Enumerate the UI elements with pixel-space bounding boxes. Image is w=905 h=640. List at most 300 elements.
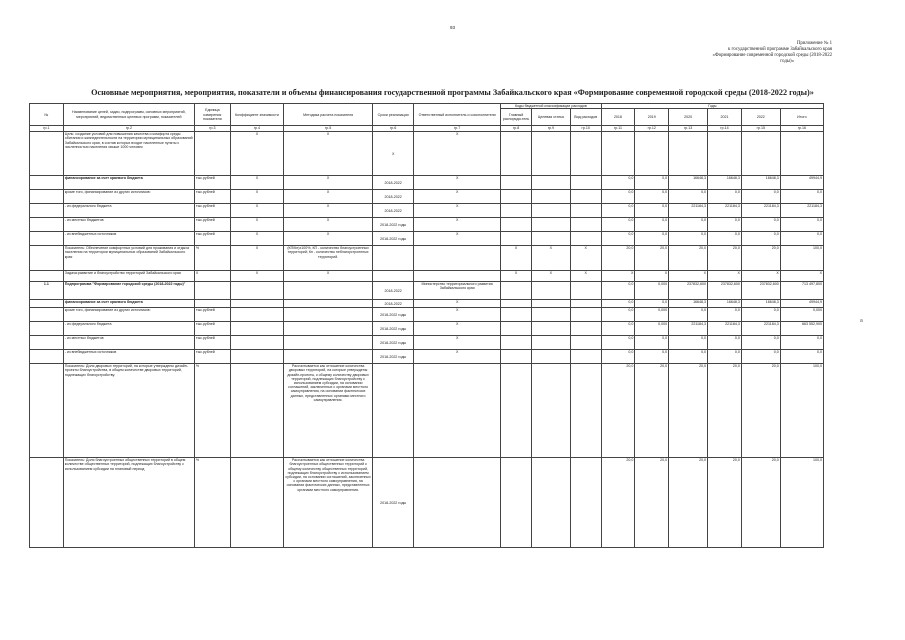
cell-exp [570,458,601,548]
cell-y2020: 0,0 [669,218,708,232]
cell-target [531,364,570,458]
cell-coef: X [230,190,283,204]
cell-method: X [284,218,373,232]
appendix-line-1: Приложение № 1 [796,41,832,46]
cell-coef [230,300,283,308]
program-table [29,103,824,548]
cell-name: - из внебюджетных источников [63,350,194,364]
cell-unit: тыс.рублей [194,176,230,190]
cell-y2018: 0,0 [601,218,635,232]
cell-exp: X [570,246,601,271]
cell-name: - из местных бюджетов [63,336,194,350]
cell-name: кроме того, финансирование из других источников: [63,190,194,204]
cell-method: Рассчитывается как отношение количества дворовых территорий, на которые утверждены дизайн-проекты, к общему количеству дворовых территорий, подлежащих благоустройству с использованием субсидии, на основании соглашений, заключенных с органами местного самоуправления, на основании фактических данных, представленных органами местного самоуправления. [284,364,373,458]
cell-resp [414,246,501,271]
cell-num [30,176,64,190]
cell-total: 713 497,800 [780,282,823,300]
col-2021-header: 2021 [708,109,742,126]
cell-coef: X [230,204,283,218]
cell-unit [194,132,230,176]
cell-coef [230,308,283,322]
cell-terms: 2018-2022 годы [373,308,414,322]
cell-name: - из федерального бюджета [63,322,194,336]
cell-resp: X [414,322,501,336]
cell-unit: % [194,364,230,458]
cell-total: 221184,3 [780,204,823,218]
cell-y2022: X [741,271,780,282]
cell-num [30,364,64,458]
cell-coef [230,458,283,548]
table-row [30,282,824,300]
cell-y2021: 20,0 [708,246,742,271]
cell-target: X [531,271,570,282]
cell-name: кроме того, финансирование из других источников: [63,308,194,322]
column-number-cell: гр.15 [741,126,780,132]
cell-num [30,132,64,176]
cell-exp [570,232,601,246]
cell-target [531,282,570,300]
cell-target [531,300,570,308]
table-row [30,271,824,282]
table-row [30,336,824,350]
cell-y2022: 20,0 [741,364,780,458]
cell-coef [230,336,283,350]
cell-method [284,308,373,322]
cell-unit: тыс.рублей [194,190,230,204]
cell-y2020: 16648,3 [669,300,708,308]
cell-resp: X [414,300,501,308]
cell-y2018: 0,0 [601,176,635,190]
cell-y2020: 237832,600 [669,282,708,300]
cell-y2021: 0,0 [708,350,742,364]
cell-y2018: X [601,271,635,282]
cell-y2021: X [708,271,742,282]
table-row [30,232,824,246]
cell-terms: 2018-2022 годы [373,232,414,246]
cell-exp [570,336,601,350]
cell-num [30,300,64,308]
cell-total: 663 552,900 [780,322,823,336]
cell-resp: X [414,176,501,190]
cell-y2022: 16648,3 [741,176,780,190]
cell-exp [570,308,601,322]
cell-y2019: 0,0 [635,300,669,308]
cell-resp: X [414,218,501,232]
cell-terms: 2018-2022 годы [373,218,414,232]
cell-y2020: 16648,3 [669,176,708,190]
cell-y2021: 221184,3 [708,322,742,336]
cell-name: - из внебюджетных источников [63,232,194,246]
cell-coef: X [230,271,283,282]
cell-y2019: 20,0 [635,246,669,271]
margin-mark: a [860,318,863,324]
cell-unit [194,300,230,308]
cell-y2019: 0,0 [635,232,669,246]
cell-method: X [284,204,373,218]
col-2020-header: 2020 [669,109,708,126]
page-number: 93 [449,25,455,30]
cell-target [531,232,570,246]
cell-exp [570,282,601,300]
cell-y2020: 0,0 [669,350,708,364]
cell-y2020: 221184,3 [669,322,708,336]
cell-total: 100,0 [780,246,823,271]
column-number-cell: гр.5 [284,126,373,132]
column-number-cell: гр.13 [669,126,708,132]
cell-y2021: 20,0 [708,364,742,458]
cell-resp: X [414,308,501,322]
cell-name: финансирование за счет краевого бюджета [63,300,194,308]
table-body [30,132,824,548]
column-number-cell: гр.7 [414,126,501,132]
cell-main [501,232,532,246]
column-number-cell: гр.1 [30,126,64,132]
cell-terms: 2018-2022 годы [373,336,414,350]
cell-y2022: 0,0 [741,190,780,204]
cell-num: 1.1 [30,282,64,300]
col-terms-header: Сроки реализации [373,104,414,126]
table-row [30,458,824,548]
cell-y2021: 0,0 [708,190,742,204]
cell-coef: X [230,132,283,176]
table-row [30,204,824,218]
col-exp-header: Вид расходов [570,109,601,126]
cell-y2020: 221184,3 [669,204,708,218]
cell-main [501,176,532,190]
cell-y2020: 0,0 [669,336,708,350]
cell-target [531,336,570,350]
cell-total: 0,000 [780,308,823,322]
cell-terms: 2018-2022 [373,176,414,190]
cell-name: Подпрограмма "Формирование городской среды (2018-2022 годы)" [63,282,194,300]
cell-method: X [284,176,373,190]
cell-y2021: 16648,3 [708,176,742,190]
cell-unit: тыс.рублей [194,308,230,322]
cell-exp [570,132,601,176]
cell-num [30,322,64,336]
cell-terms: 2018-2022 [373,300,414,308]
cell-exp: X [570,271,601,282]
cell-main [501,132,532,176]
column-number-cell: гр.16 [780,126,823,132]
cell-name: Показатель: Доля дворовых территорий, на которые утверждены дизайн-проекты благоустройства, в общем количестве дворовых территорий, подлежащих благоустройству. [63,364,194,458]
table-row [30,322,824,336]
cell-terms: 2018-2022 годы [373,322,414,336]
column-number-cell: гр.2 [63,126,194,132]
cell-y2021 [708,132,742,176]
cell-y2021: 0,0 [708,218,742,232]
cell-exp [570,190,601,204]
table-row [30,132,824,176]
cell-method: Рассчитывается как отношение количества благоустроенных общественных территорий к общему количеству общественных территорий, подлежащих благоустройству с использованием субсидии, на основании соглашений, заключенных с органами местного самоуправления, на основании фактических данных, представленных органами местного самоуправления. [284,458,373,548]
appendix-line-4: годы)» [780,59,794,64]
cell-method [284,336,373,350]
cell-exp [570,322,601,336]
cell-y2019: 0,0 [635,176,669,190]
cell-resp [414,458,501,548]
table-row [30,300,824,308]
cell-y2019: 0,000 [635,322,669,336]
cell-target [531,132,570,176]
cell-name: Показатель: Обеспечение комфортных условий для проживания и отдыха населения на территории муниципальных образований Забайкальского края [63,246,194,271]
cell-y2021: 0,0 [708,336,742,350]
column-number-cell: гр.9 [531,126,570,132]
appendix-line-2: к государственной программе Забайкальского края [728,47,832,52]
cell-total: 0,0 [780,190,823,204]
cell-exp [570,204,601,218]
col-2018-header: 2018 [601,109,635,126]
cell-resp [414,364,501,458]
table-row [30,350,824,364]
cell-unit: тыс.рублей [194,218,230,232]
cell-total: 100,0 [780,458,823,548]
cell-target [531,322,570,336]
cell-num [30,336,64,350]
cell-exp [570,350,601,364]
cell-main [501,300,532,308]
cell-main: X [501,271,532,282]
column-number-cell: гр.6 [373,126,414,132]
col-2022-header: 2022 [741,109,780,126]
col-target-header: Целевая статья [531,109,570,126]
cell-resp: X [414,232,501,246]
cell-name: - из местных бюджетов [63,218,194,232]
cell-y2018: 0,0 [601,204,635,218]
cell-y2022: 0,0 [741,218,780,232]
col-main-header: Главный распоряди-тель [501,109,532,126]
cell-y2018: 20,0 [601,364,635,458]
cell-terms: 2018-2022 [373,204,414,218]
cell-coef [230,322,283,336]
cell-total: 100,0 [780,364,823,458]
table-row [30,176,824,190]
cell-y2019: 20,0 [635,364,669,458]
cell-y2022: 0,0 [741,308,780,322]
cell-method: X [284,271,373,282]
cell-target [531,218,570,232]
cell-num [30,350,64,364]
cell-resp: X [414,190,501,204]
cell-resp: Министерство территориального развития Забайкальского края [414,282,501,300]
cell-num [30,458,64,548]
column-number-cell: гр.8 [501,126,532,132]
cell-y2018: 0,0 [601,336,635,350]
cell-exp [570,218,601,232]
col-unit-header: Единица измерения показателя [194,104,230,126]
cell-coef: X [230,218,283,232]
cell-total: 0,0 [780,218,823,232]
document-title: Основные мероприятия, мероприятия, показатели и объемы финансирования государственной программы Забайкальского края «Формирование современной городской среды (2018-2022 годы)» [91,88,814,97]
cell-main [501,308,532,322]
cell-num [30,218,64,232]
cell-y2022: 20,0 [741,458,780,548]
table-row [30,246,824,271]
cell-num [30,190,64,204]
cell-terms: 2018-2022 годы [373,350,414,364]
cell-exp [570,176,601,190]
cell-y2022: 0,0 [741,232,780,246]
cell-y2019: 20,0 [635,458,669,548]
cell-y2018 [601,132,635,176]
cell-total: 49944,9 [780,300,823,308]
col-2019-header: 2019 [635,109,669,126]
cell-coef [230,350,283,364]
cell-resp [414,271,501,282]
cell-main [501,190,532,204]
cell-main [501,364,532,458]
cell-y2019: 0,0 [635,204,669,218]
cell-coef [230,282,283,300]
cell-main [501,204,532,218]
cell-num [30,308,64,322]
cell-total: 49944,9 [780,176,823,190]
cell-terms: X [373,132,414,176]
cell-resp: X [414,350,501,364]
cell-exp [570,300,601,308]
cell-num [30,271,64,282]
cell-method [284,322,373,336]
cell-y2019: 0,0 [635,350,669,364]
cell-y2020: 0,0 [669,308,708,322]
cell-exp [570,364,601,458]
cell-y2018: 20,0 [601,458,635,548]
cell-num [30,232,64,246]
cell-y2021: 221184,3 [708,204,742,218]
cell-target [531,458,570,548]
cell-y2021: 16648,3 [708,300,742,308]
cell-y2021: 237832,600 [708,282,742,300]
cell-y2021: 0,0 [708,232,742,246]
cell-method [284,300,373,308]
cell-y2020: X [669,271,708,282]
cell-main [501,336,532,350]
cell-y2019: 0,0 [635,218,669,232]
col-codes-header: Коды бюджетной классификации расходов [501,104,601,109]
cell-unit [194,282,230,300]
cell-resp: X [414,204,501,218]
cell-y2018: 0,0 [601,232,635,246]
cell-total: X [780,271,823,282]
cell-y2018: 0,0 [601,322,635,336]
cell-unit: тыс.рублей [194,204,230,218]
cell-method: X [284,190,373,204]
cell-terms: 2018-2022 [373,190,414,204]
table-row [30,218,824,232]
col-resp-header: Ответственный исполнитель и соисполнители [414,104,501,126]
cell-main [501,322,532,336]
table-row [30,364,824,458]
cell-target [531,350,570,364]
cell-unit: тыс.рублей [194,336,230,350]
cell-unit: % [194,246,230,271]
col-years-header: Годы [601,104,823,109]
cell-y2019: 0,0 [635,336,669,350]
cell-coef: X [230,176,283,190]
cell-y2018: 0,0 [601,190,635,204]
cell-y2022: 237832,600 [741,282,780,300]
cell-main [501,282,532,300]
cell-y2020: 0,0 [669,232,708,246]
cell-method: (КП/Кн)х100%, КП - количество благоустроенных территорий; Кн - количество неблагоустроенных территорий. [284,246,373,271]
cell-resp: X [414,336,501,350]
column-number-cell: гр.14 [708,126,742,132]
cell-main: X [501,246,532,271]
cell-y2019: 0,0 [635,190,669,204]
col-num-header: № [30,104,64,126]
column-number-cell: гр.12 [635,126,669,132]
appendix-line-3: «Формирование современной городской среды (2018-2022 [712,53,832,58]
cell-y2022: 0,0 [741,350,780,364]
cell-y2020: 0,0 [669,190,708,204]
cell-terms [373,364,414,458]
cell-target [531,308,570,322]
cell-terms [373,271,414,282]
cell-name: финансирование за счет краевого бюджета [63,176,194,190]
cell-unit: X [194,271,230,282]
column-number-cell: гр.10 [570,126,601,132]
cell-coef: X [230,232,283,246]
cell-y2022: 221184,3 [741,322,780,336]
cell-coef: X [230,246,283,271]
cell-target [531,176,570,190]
cell-num [30,246,64,271]
cell-y2021: 20,0 [708,458,742,548]
cell-y2019 [635,132,669,176]
cell-y2020: 20,0 [669,364,708,458]
cell-y2022: 20,0 [741,246,780,271]
table-header [30,104,824,132]
cell-unit: тыс.рублей [194,350,230,364]
cell-total [780,132,823,176]
cell-y2022: 0,0 [741,336,780,350]
cell-main [501,458,532,548]
cell-unit: тыс.рублей [194,322,230,336]
cell-method [284,350,373,364]
cell-terms: 2018-2022 [373,282,414,300]
cell-y2018: 0,0 [601,350,635,364]
cell-y2018: 20,0 [601,246,635,271]
table-row [30,308,824,322]
col-method-header: Методика расчета показателя [284,104,373,126]
cell-y2019: 0,000 [635,282,669,300]
cell-num [30,204,64,218]
cell-target [531,190,570,204]
col-name-header: Наименование целей, задач, подпрограмм, основных мероприятий, мероприятий, ведомственных целевых программ, показателей [63,104,194,126]
cell-total: 0,0 [780,336,823,350]
cell-y2020 [669,132,708,176]
cell-y2021: 0,0 [708,308,742,322]
cell-terms [373,246,414,271]
cell-method: X [284,132,373,176]
cell-coef [230,364,283,458]
cell-resp: X [414,132,501,176]
cell-main [501,218,532,232]
column-number-cell: гр.4 [230,126,283,132]
column-number-cell: гр.3 [194,126,230,132]
cell-terms: 2018-2022 годы [373,458,414,548]
cell-unit: % [194,458,230,548]
cell-total: 0,0 [780,350,823,364]
table-row [30,190,824,204]
cell-y2018: 0,0 [601,300,635,308]
cell-y2020: 20,0 [669,246,708,271]
cell-target: X [531,246,570,271]
cell-method: X [284,232,373,246]
col-total-header: Итого [780,109,823,126]
col-coef-header: Коэффициент значимости [230,104,283,126]
cell-y2018: 0,0 [601,282,635,300]
cell-y2018: 0,0 [601,308,635,322]
